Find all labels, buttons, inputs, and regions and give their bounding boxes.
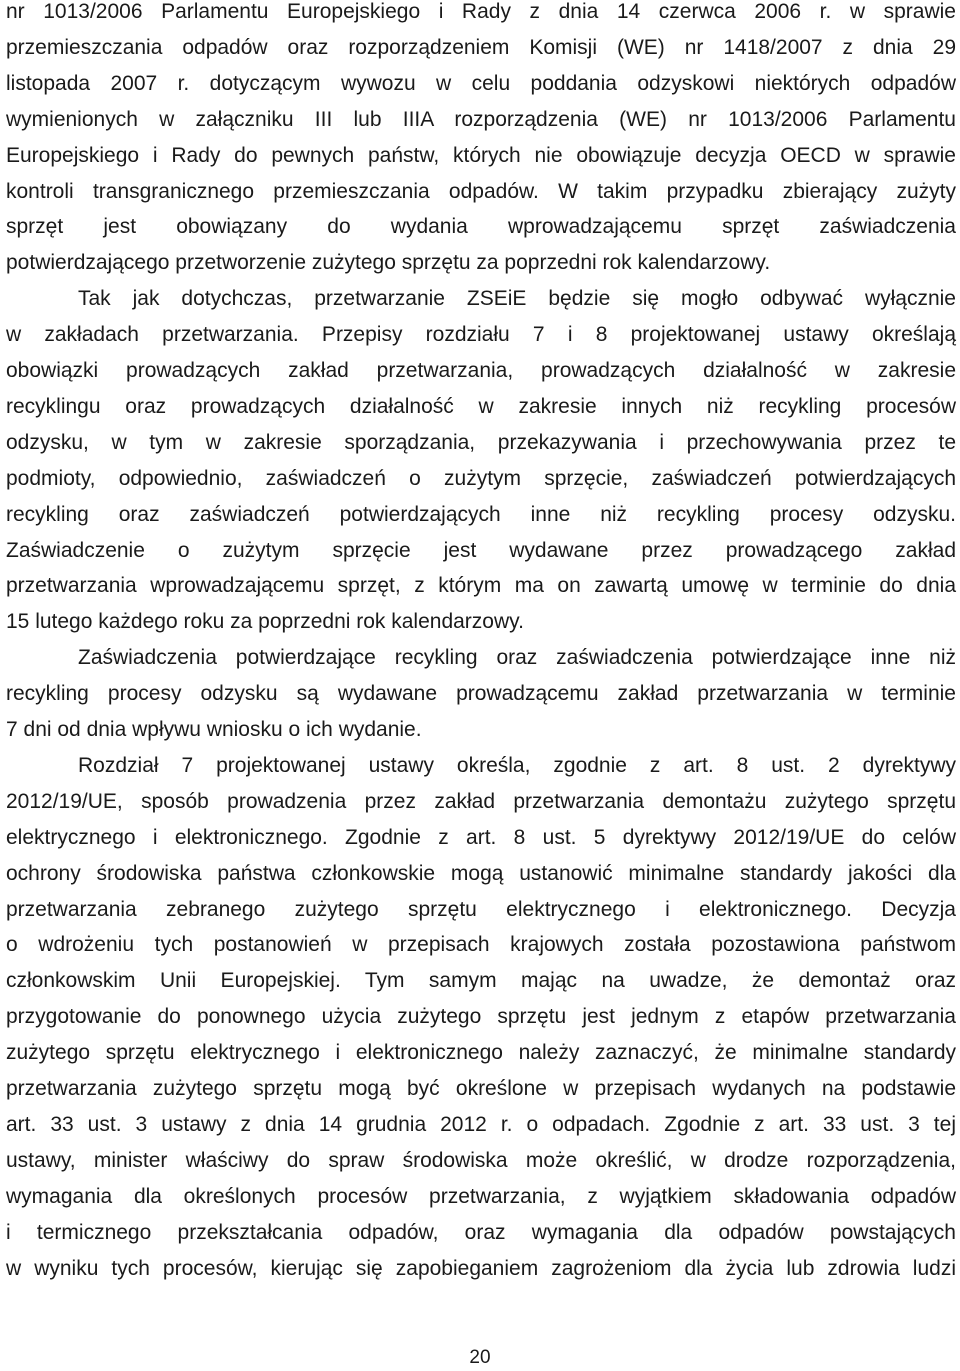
text-line: recykling procesy odzysku są wydawane prowadzącemu zakład przetwarzania w terminie: [6, 682, 956, 706]
text-line: Tak jak dotychczas, przetwarzanie ZSEiE będzie się mogło odbywać wyłącznie: [78, 287, 956, 311]
text-line: Europejskiego i Rady do pewnych państw, których nie obowiązuje decyzja OECD w sprawie: [6, 143, 956, 167]
text-line: wymienionych w załączniku III lub IIIA rozporządzenia (WE) nr 1013/2006 Parlamentu: [6, 107, 956, 131]
text-line: listopada 2007 r. dotyczącym wywozu w celu poddania odzyskowi niektórych odpadów: [6, 71, 956, 95]
text-line: przetwarzania zużytego sprzętu mogą być określone w przepisach wydanych na podstawie: [6, 1077, 956, 1100]
text-line: recyklingu oraz prowadzących działalność w zakresie innych niż recykling procesów: [6, 394, 956, 418]
text-line: 7 dni od dnia wpływu wniosku o ich wydanie.: [6, 718, 422, 741]
text-line: przygotowanie do ponownego użycia zużytego sprzętu jest jednym z etapów przetwarzania: [6, 1005, 956, 1029]
text-line: art. 33 ust. 3 ustawy z dnia 14 grudnia 2012 r. o odpadach. Zgodnie z art. 33 ust. 3 tej: [6, 1112, 956, 1136]
text-line: Zaświadczenie o zużytym sprzęcie jest wydawane przez prowadzącego zakład: [6, 538, 956, 562]
text-line: recykling oraz zaświadczeń potwierdzających inne niż recykling procesy odzysku.: [6, 502, 956, 526]
text-line: podmioty, odpowiednio, zaświadczeń o zużytym sprzęcie, zaświadczeń potwierdzających: [6, 466, 956, 490]
text-line: członkowskim Unii Europejskiej. Tym samym mając na uwadze, że demontaż oraz: [6, 969, 956, 993]
page-number: 20: [469, 1347, 491, 1368]
text-line: ustawy, minister właściwy do spraw środowiska może określić, w drodze rozporządzenia,: [6, 1148, 956, 1172]
text-line: wymagania dla określonych procesów przetwarzania, z wyjątkiem składowania odpadów: [6, 1184, 956, 1208]
text-line: w wyniku tych procesów, kierując się zapobieganiem zagrożeniom dla życia lub zdrowia ludzi: [6, 1256, 956, 1280]
text-line: przetwarzania wprowadzającemu sprzęt, z którym ma on zawartą umowę w terminie do dnia: [6, 574, 956, 598]
text-line: elektrycznego i elektronicznego. Zgodnie z art. 8 ust. 5 dyrektywy 2012/19/UE do celów: [6, 825, 956, 849]
text-line: sprzęt jest obowiązany do wydania wprowadzającemu sprzęt zaświadczenia: [6, 215, 956, 239]
text-line: odzysku, w tym w zakresie sporządzania, przekazywania i przechowywania przez te: [6, 430, 956, 454]
text-line: ochrony środowiska państwa członkowskie mogą ustanowić minimalne standardy jakości dla: [6, 861, 956, 885]
text-line: Rozdział 7 projektowanej ustawy określa, zgodnie z art. 8 ust. 2 dyrektywy: [78, 753, 956, 777]
text-line: potwierdzającego przetworzenie zużytego sprzętu za poprzedni rok kalendarzowy.: [6, 251, 771, 275]
text-line: przemieszczania odpadów oraz rozporządzeniem Komisji (WE) nr 1418/2007 z dnia 29: [6, 35, 956, 59]
text-line: zużytego sprzętu elektrycznego i elektronicznego należy zaznaczyć, że minimalne standardy: [6, 1041, 956, 1065]
text-line: w zakładach przetwarzania. Przepisy rozdziału 7 i 8 projektowanej ustawy określają: [6, 323, 956, 347]
text-line: 2012/19/UE, sposób prowadzenia przez zakład przetwarzania demontażu zużytego sprzętu: [6, 789, 956, 813]
text-line: Zaświadczenia potwierdzające recykling oraz zaświadczenia potwierdzające inne niż: [78, 646, 956, 670]
text-line: i termicznego przekształcania odpadów, oraz wymagania dla odpadów powstających: [6, 1220, 956, 1244]
text-line: kontroli transgranicznego przemieszczania odpadów. W takim przypadku zbierający zużyty: [6, 179, 956, 203]
text-line: 15 lutego każdego roku za poprzedni rok kalendarzowy.: [6, 610, 524, 634]
text-line: obowiązki prowadzących zakład przetwarzania, prowadzących działalność w zakresie: [6, 359, 956, 382]
text-line: przetwarzania zebranego zużytego sprzętu elektrycznego i elektronicznego. Decyzja: [6, 897, 956, 921]
text-line: nr 1013/2006 Parlamentu Europejskiego i Rady z dnia 14 czerwca 2006 r. w sprawie: [6, 0, 956, 23]
text-line: o wdrożeniu tych postanowień w przepisach krajowych została pozostawiona państwom: [6, 933, 956, 957]
